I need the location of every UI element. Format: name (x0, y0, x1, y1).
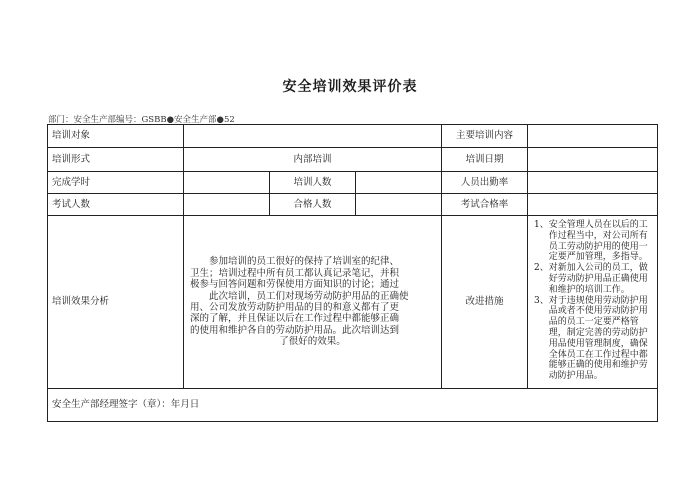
measure-text: 对新加入公司的员工，做好劳动防护用品正确使用和维护的培训工作。 (548, 263, 648, 295)
measure-number: 1、 (534, 220, 549, 230)
department-code-line: 部门：安全生产部编号：GSBB●安全生产部●52 (48, 115, 235, 125)
training-object-value[interactable] (184, 125, 442, 148)
row-analysis (48, 216, 658, 389)
analysis-line: 参加培训的员工很好的保持了培训室的纪律、 (209, 256, 400, 268)
analysis-label: 培训效果分析 (48, 216, 184, 389)
training-object-label: 培训对象 (48, 125, 184, 148)
analysis-line: 了很好的效果。 (279, 336, 346, 348)
analysis-text[interactable] (184, 216, 442, 389)
attendance-value[interactable] (528, 172, 658, 194)
main-content-label: 主要培训内容 (442, 125, 528, 148)
manager-signature-field[interactable]: 安全生产部经理签字（章）：年月日 (48, 389, 658, 422)
analysis-line: 此次培训，员工们对现场劳动防护用品的正确使 (209, 290, 409, 302)
analysis-line: 用、公司发放劳动防护用品的目的和意义都有了更 (190, 302, 400, 313)
passed-label: 合格人数 (270, 194, 356, 216)
analysis-line: 卫生；培训过程中所有员工都认真记录笔记，并积 (190, 267, 400, 279)
row-hours (48, 172, 658, 194)
hours-label: 完成学时 (48, 172, 184, 194)
row-exam (48, 194, 658, 216)
training-date-label: 培训日期 (442, 148, 528, 172)
form-title: 安全培训效果评价表 (282, 79, 418, 95)
pass-rate-label: 考试合格率 (442, 194, 528, 216)
passed-value[interactable] (356, 194, 442, 216)
training-form-value[interactable]: 内部培训 (184, 148, 442, 172)
exam-count-value[interactable] (184, 194, 270, 216)
measure-text: 对于违规使用劳动防护用品或者不使用劳动防护用品的员工一定要严格管理，制定完善的劳动防护用品使用管理制度，确保全体员工在工作过程中都能够正确的使用和维护劳动防护用品。 (548, 295, 648, 382)
hours-value[interactable] (184, 172, 270, 194)
measure-number: 2、 (534, 263, 549, 274)
training-form-label: 培训形式 (48, 148, 184, 172)
evaluation-form-table (47, 124, 658, 422)
main-content-value[interactable] (528, 125, 658, 148)
attendance-label: 人员出勤率 (442, 172, 528, 194)
analysis-line: 的使用和维护各自的劳动防护用品。此次培训达到 (190, 324, 400, 336)
pass-rate-value[interactable] (528, 194, 658, 216)
row-training-object (48, 125, 658, 148)
measures-text[interactable] (528, 216, 658, 389)
measure-item (534, 220, 651, 263)
training-date-value[interactable] (528, 148, 658, 172)
measure-item (534, 263, 651, 295)
analysis-line: 极参与回答问题和劳保使用方面知识的讨论；通过 (190, 279, 400, 291)
row-training-form (48, 148, 658, 172)
measures-label: 改进措施 (442, 216, 528, 389)
participants-label: 培训人数 (270, 172, 356, 194)
measure-number: 3、 (534, 295, 549, 306)
analysis-line: 深的了解，并且保证以后在工作过程中都能够正确 (190, 313, 400, 325)
participants-value[interactable] (356, 172, 442, 194)
exam-count-label: 考试人数 (48, 194, 184, 216)
row-signature (48, 389, 658, 422)
measure-text: 安全管理人员在以后的工作过程当中，对公司所有员工劳动防护用的使用一定要严加管理，多指导。 (548, 220, 648, 263)
measure-item (534, 296, 651, 382)
